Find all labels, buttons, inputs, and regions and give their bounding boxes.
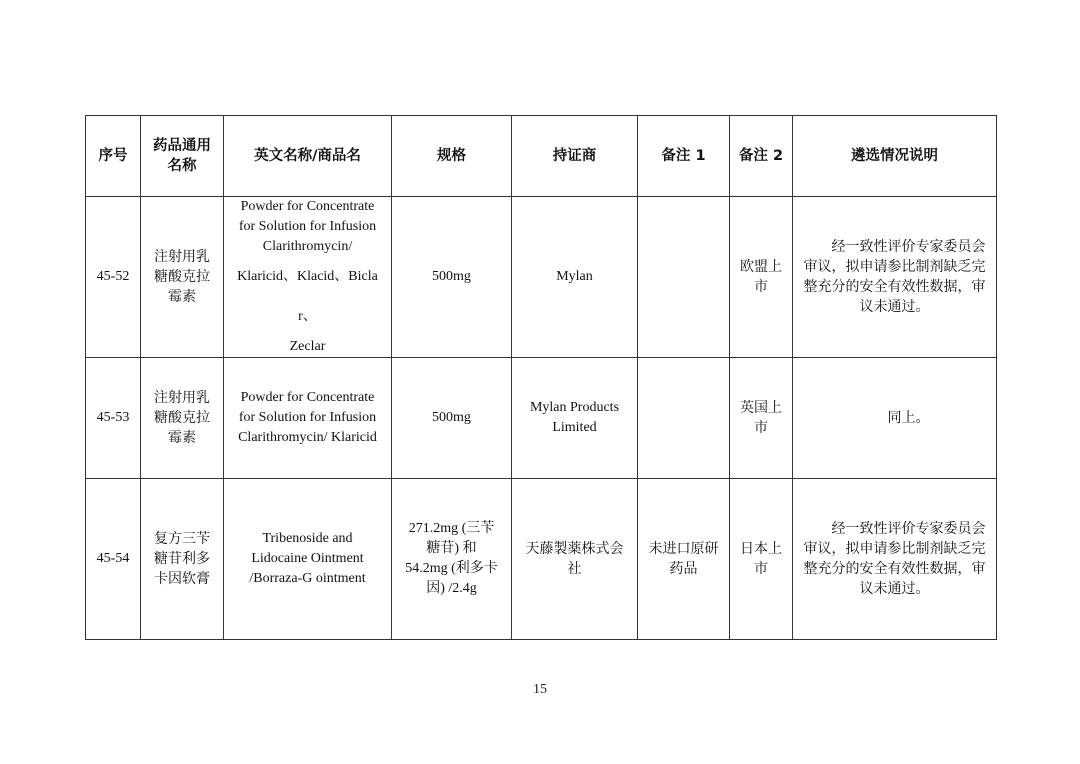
spec-line: 54.2mg (利多卡 bbox=[405, 561, 498, 576]
english-name-line: /Borraza-G ointment bbox=[249, 571, 366, 586]
table-row bbox=[86, 358, 997, 479]
remark2-line: 市 bbox=[754, 420, 768, 436]
cell-generic-name bbox=[141, 197, 224, 358]
cell-remark2 bbox=[730, 197, 793, 358]
remark2-line: 日本上 bbox=[740, 541, 782, 557]
header-explanation: 遴选情况说明 bbox=[793, 116, 997, 197]
holder-line: 天藤製薬株式会 bbox=[525, 541, 624, 557]
cell-seq: 45-53 bbox=[86, 358, 141, 479]
cell-spec bbox=[392, 479, 512, 640]
header-english-name: 英文名称/商品名 bbox=[224, 116, 392, 197]
cell-holder: Mylan bbox=[512, 197, 638, 358]
spec-line: 糖苷) 和 bbox=[426, 541, 477, 556]
cell-english-name bbox=[224, 479, 392, 640]
spec-line: 因) /2.4g bbox=[426, 581, 477, 596]
generic-name-line: 霉素 bbox=[168, 289, 196, 305]
header-generic-name-line1: 药品通用 bbox=[153, 138, 211, 154]
spec-line: 271.2mg (三苄 bbox=[408, 521, 495, 536]
cell-explanation: 经一致性评价专家委员会审议，拟申请参比制剂缺乏完整充分的安全有效性数据，审议未通过。 bbox=[793, 197, 997, 358]
cell-seq: 45-54 bbox=[86, 479, 141, 640]
cell-remark1 bbox=[638, 197, 730, 358]
cell-remark2 bbox=[730, 358, 793, 479]
table-row bbox=[86, 197, 997, 358]
english-name-line: Zeclar bbox=[289, 339, 326, 354]
holder-line: Limited bbox=[552, 420, 597, 435]
header-holder: 持证商 bbox=[512, 116, 638, 197]
reference-drug-table bbox=[85, 115, 997, 640]
remark2-line: 英国上 bbox=[740, 400, 782, 416]
holder-line: Mylan Products bbox=[529, 400, 620, 415]
english-name-line: Klaricid、Klacid、Biclar、 bbox=[237, 269, 378, 324]
cell-explanation: 同上。 bbox=[793, 358, 997, 479]
cell-generic-name bbox=[141, 358, 224, 479]
generic-name-line: 注射用乳 bbox=[154, 249, 210, 265]
remark2-line: 欧盟上 bbox=[740, 259, 782, 275]
remark1-line: 药品 bbox=[669, 561, 698, 577]
cell-english-name bbox=[224, 197, 392, 358]
page-number: 15 bbox=[533, 682, 547, 697]
generic-name-line: 注射用乳 bbox=[154, 390, 210, 406]
cell-spec: 500mg bbox=[392, 197, 512, 358]
cell-english-name bbox=[224, 358, 392, 479]
header-remark2: 备注 2 bbox=[730, 116, 793, 197]
table-header-row bbox=[86, 116, 997, 197]
cell-holder bbox=[512, 479, 638, 640]
cell-holder bbox=[512, 358, 638, 479]
generic-name-line: 霉素 bbox=[168, 430, 196, 446]
generic-name-line: 糖酸克拉 bbox=[154, 269, 210, 285]
cell-seq: 45-52 bbox=[86, 197, 141, 358]
english-name-line: Clarithromycin/ Klaricid bbox=[238, 430, 377, 445]
english-name-line: Tribenoside and bbox=[262, 531, 353, 546]
english-name-line: for Solution for Infusion bbox=[238, 410, 377, 425]
generic-name-line: 糖苷利多 bbox=[154, 551, 210, 567]
cell-remark1 bbox=[638, 479, 730, 640]
generic-name-line: 复方三苄 bbox=[154, 531, 210, 547]
english-name-line: for Solution for Infusion bbox=[238, 219, 377, 234]
remark2-line: 市 bbox=[754, 561, 768, 577]
cell-remark2 bbox=[730, 479, 793, 640]
english-name-line: Powder for Concentrate bbox=[240, 390, 375, 405]
generic-name-line: 糖酸克拉 bbox=[154, 410, 210, 426]
english-name-line: Powder for Concentrate bbox=[240, 199, 375, 214]
english-name-line: Lidocaine Ointment bbox=[251, 551, 364, 566]
cell-spec: 500mg bbox=[392, 358, 512, 479]
header-spec: 规格 bbox=[392, 116, 512, 197]
remark2-line: 市 bbox=[754, 279, 768, 295]
header-generic-name bbox=[141, 116, 224, 197]
cell-explanation: 经一致性评价专家委员会审议，拟申请参比制剂缺乏完整充分的安全有效性数据，审议未通过。 bbox=[793, 479, 997, 640]
cell-generic-name bbox=[141, 479, 224, 640]
header-generic-name-line2: 名称 bbox=[167, 158, 197, 174]
cell-remark1 bbox=[638, 358, 730, 479]
header-seq: 序号 bbox=[86, 116, 141, 197]
english-name-line: Clarithromycin/ bbox=[262, 239, 353, 254]
header-remark1: 备注 1 bbox=[638, 116, 730, 197]
generic-name-line: 卡因软膏 bbox=[154, 571, 210, 587]
holder-line: 社 bbox=[567, 561, 582, 577]
remark1-line: 未进口原研 bbox=[648, 541, 719, 557]
table-row bbox=[86, 479, 997, 640]
